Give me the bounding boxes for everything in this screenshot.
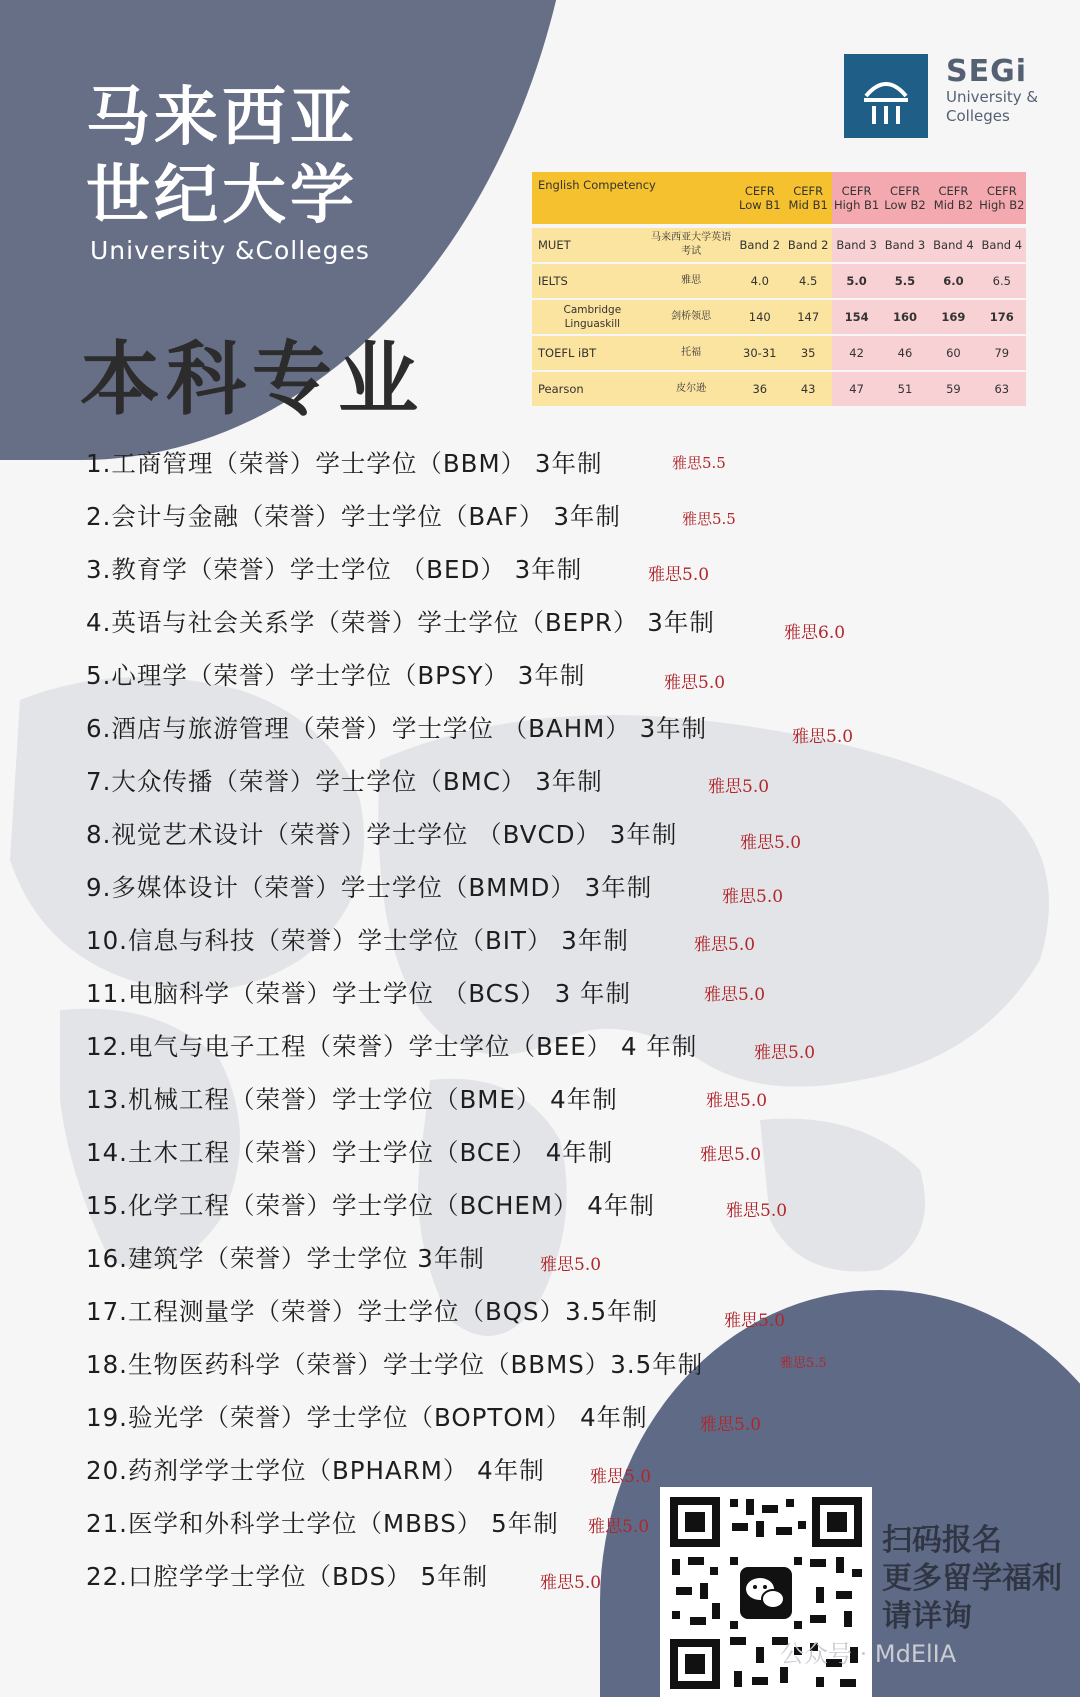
ielts-requirement: 雅思5.5 — [780, 1356, 827, 1371]
program-item: 11.电脑科学（荣誉）学士学位 （BCS） 3 年制 — [86, 979, 631, 1008]
subject-heading: 本科专业 — [80, 333, 424, 426]
table-row — [532, 372, 1026, 406]
program-item: 16.建筑学（荣誉）学士学位 3年制 — [86, 1244, 485, 1273]
table-cell: 5.0 — [832, 264, 880, 298]
table-row-name: TOEFL iBT — [538, 346, 597, 360]
ielts-requirement: 雅思5.0 — [664, 673, 726, 693]
ielts-requirement: 雅思5.0 — [754, 1043, 816, 1063]
program-item: 4.英语与社会关系学（荣誉）学士学位（BEPR） 3年制 — [86, 608, 715, 637]
table-cell: Band 3 — [832, 228, 880, 262]
table-cell: 60 — [929, 336, 977, 370]
program-item: 22.口腔学学士学位（BDS） 5年制 — [86, 1562, 489, 1591]
table-cell: 160 — [881, 300, 929, 334]
english-competency-table — [532, 172, 1026, 408]
program-item: 1.工商管理（荣誉）学士学位（BBM） 3年制 — [86, 449, 603, 478]
program-item: 18.生物医药科学（荣誉）学士学位（BBMS）3.5年制 — [86, 1350, 704, 1379]
table-row — [532, 228, 1026, 262]
table-cell: 46 — [881, 336, 929, 370]
table-cell: Band 3 — [881, 228, 929, 262]
table-header-cell: CEFR Mid B2 — [929, 172, 977, 224]
table-row — [532, 264, 1026, 298]
table-cell: 63 — [978, 372, 1026, 406]
table-cell: 36 — [752, 382, 768, 396]
table-row-name: Pearson — [538, 382, 584, 396]
ielts-requirement: 雅思5.0 — [726, 1201, 788, 1221]
program-item: 2.会计与金融（荣誉）学士学位（BAF） 3年制 — [86, 502, 621, 531]
title-line-2: 世纪大学 — [86, 158, 358, 233]
table-cell: 79 — [978, 336, 1026, 370]
ielts-requirement: 雅思5.0 — [540, 1573, 602, 1593]
table-header-cell: CEFR Low B1 — [739, 184, 781, 212]
program-item: 13.机械工程（荣誉）学士学位（BME） 4年制 — [86, 1085, 618, 1114]
table-cell: 4.5 — [799, 274, 818, 288]
table-cell: Band 2 — [787, 238, 829, 252]
table-row-cn: 马来西亚大学英语考试 — [651, 232, 732, 257]
table-cell: 47 — [832, 372, 880, 406]
ielts-requirement: 雅思5.0 — [722, 887, 784, 907]
table-cell: 43 — [800, 382, 816, 396]
logo-line-2: Colleges — [946, 107, 1010, 125]
table-header-cell: CEFR High B1 — [832, 172, 880, 224]
table-row-name: MUET — [538, 238, 571, 252]
logo-text — [946, 56, 1038, 126]
table-row-name: Cambridge Linguaskill — [563, 304, 622, 330]
table-cell: 140 — [748, 310, 771, 324]
table-header-cell: CEFR Mid B1 — [788, 184, 828, 212]
table-row-cn: 雅思 — [681, 275, 702, 286]
ielts-requirement: 雅思6.0 — [784, 623, 846, 643]
ielts-requirement: 雅思5.0 — [704, 985, 766, 1005]
ielts-requirement: 雅思5.0 — [648, 565, 710, 585]
table-cell: Band 2 — [739, 238, 781, 252]
table-cell: 6.5 — [978, 264, 1026, 298]
ielts-requirement: 雅思5.0 — [590, 1467, 652, 1487]
logo-line-1: University & — [946, 88, 1039, 106]
program-item: 7.大众传播（荣誉）学士学位（BMC） 3年制 — [86, 767, 603, 796]
qr-caption-line-3: 请详询 — [882, 1599, 972, 1634]
table-row-cn: 皮尔逊 — [676, 383, 707, 394]
ielts-requirement: 雅思5.0 — [740, 833, 802, 853]
program-item: 8.视觉艺术设计（荣誉）学士学位 （BVCD） 3年制 — [86, 820, 678, 849]
logo-brand: SEGi — [946, 54, 1028, 89]
table-header-cell: CEFR High B2 — [978, 172, 1026, 224]
qr-caption-line-2: 更多留学福利 — [882, 1561, 1062, 1596]
ielts-requirement: 雅思5.0 — [700, 1415, 762, 1435]
ielts-requirement: 雅思5.0 — [708, 777, 770, 797]
qr-caption-line-1: 扫码报名 — [882, 1523, 1002, 1558]
table-header-row — [532, 172, 1026, 224]
ielts-requirement: 雅思5.0 — [706, 1091, 768, 1111]
program-item: 6.酒店与旅游管理（荣誉）学士学位 （BAHM） 3年制 — [86, 714, 708, 743]
table-row-name: IELTS — [538, 274, 568, 288]
table-cell: 6.0 — [929, 264, 977, 298]
table-cell: 169 — [929, 300, 977, 334]
watermark: 公众号 · MdElIA — [780, 1640, 957, 1668]
ielts-requirement: 雅思5.5 — [672, 454, 726, 472]
table-cell: 147 — [797, 310, 820, 324]
program-item: 12.电气与电子工程（荣誉）学士学位（BEE） 4 年制 — [86, 1032, 698, 1061]
title-english: University &Colleges — [90, 236, 370, 265]
program-item: 14.土木工程（荣誉）学士学位（BCE） 4年制 — [86, 1138, 614, 1167]
table-cell: 30-31 — [743, 346, 777, 360]
table-header-label: English Competency — [538, 178, 656, 192]
table-cell: 51 — [881, 372, 929, 406]
program-item: 5.心理学（荣誉）学士学位（BPSY） 3年制 — [86, 661, 586, 690]
building-icon — [844, 54, 928, 138]
table-cell: 42 — [832, 336, 880, 370]
program-item: 15.化学工程（荣誉）学士学位（BCHEM） 4年制 — [86, 1191, 655, 1220]
program-item: 10.信息与科技（荣誉）学士学位（BIT） 3年制 — [86, 926, 629, 955]
ielts-requirement: 雅思5.0 — [792, 727, 854, 747]
table-row — [532, 300, 1026, 334]
qr-caption — [882, 1522, 1062, 1636]
table-cell: 176 — [978, 300, 1026, 334]
ielts-requirement: 雅思5.5 — [682, 510, 736, 528]
program-item: 17.工程测量学（荣誉）学士学位（BQS）3.5年制 — [86, 1297, 659, 1326]
title-line-1: 马来西亚 — [86, 80, 358, 155]
table-cell: 59 — [929, 372, 977, 406]
ielts-requirement: 雅思5.0 — [700, 1145, 762, 1165]
segi-logo — [844, 54, 928, 138]
table-cell: 35 — [800, 346, 816, 360]
table-cell: Band 4 — [978, 228, 1026, 262]
table-row-cn: 托福 — [681, 347, 702, 358]
ielts-requirement: 雅思5.0 — [724, 1311, 786, 1331]
ielts-requirement: 雅思5.0 — [694, 935, 756, 955]
program-item: 21.医学和外科学士学位（MBBS） 5年制 — [86, 1509, 559, 1538]
table-cell: 5.5 — [881, 264, 929, 298]
program-item: 3.教育学（荣誉）学士学位 （BED） 3年制 — [86, 555, 583, 584]
table-cell: 4.0 — [750, 274, 769, 288]
table-row — [532, 336, 1026, 370]
program-item: 19.验光学（荣誉）学士学位（BOPTOM） 4年制 — [86, 1403, 648, 1432]
ielts-requirement: 雅思5.0 — [540, 1255, 602, 1275]
table-cell: 154 — [832, 300, 880, 334]
program-item: 20.药剂学学士学位（BPHARM） 4年制 — [86, 1456, 545, 1485]
table-cell: Band 4 — [929, 228, 977, 262]
table-row-cn: 剑桥领思 — [671, 311, 712, 322]
program-item: 9.多媒体设计（荣誉）学士学位（BMMD） 3年制 — [86, 873, 653, 902]
ielts-requirement: 雅思5.0 — [588, 1517, 650, 1537]
table-header-cell: CEFR Low B2 — [881, 172, 929, 224]
